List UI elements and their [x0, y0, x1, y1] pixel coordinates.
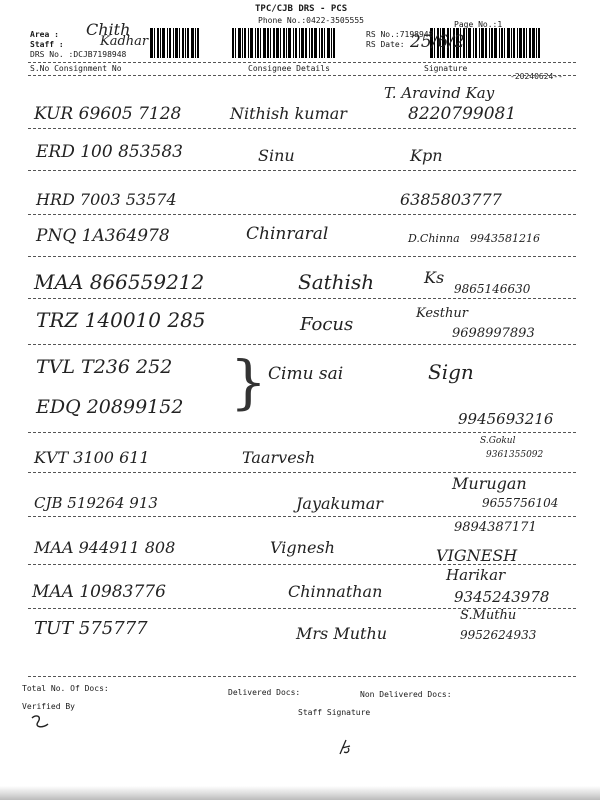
recipient-signature: Murugan [452, 474, 527, 493]
area-label: Area : [30, 30, 59, 39]
staff-label: Staff : [30, 40, 64, 49]
recipient-signature: T. Aravind Kay [384, 84, 495, 102]
consignee-name: Chinnathan [288, 582, 383, 601]
row-divider [28, 564, 576, 565]
date-code: -20240624-- [510, 72, 563, 81]
recipient-signature: S.Muthu [460, 608, 517, 623]
column-signature: Signature [424, 64, 468, 73]
consignment-number: HRD 7003 53574 [36, 190, 177, 209]
barcode-left [150, 28, 210, 58]
consignment-number: MAA 10983776 [32, 582, 166, 602]
consignee-name: Vignesh [270, 538, 335, 557]
area-handwritten: Chith [86, 20, 131, 39]
row-divider [28, 214, 576, 215]
consignee-name: Focus [300, 314, 354, 335]
row-divider [28, 344, 576, 345]
consignee-name: Chinraral [246, 224, 329, 244]
rs-number: RS No.:7198948 [366, 30, 434, 39]
header-divider-bottom [28, 75, 576, 76]
consignment-number: EDQ 20899152 [36, 396, 184, 418]
consignment-number: MAA 944911 808 [34, 538, 176, 557]
row-divider [28, 432, 576, 433]
consignment-number: TUT 575777 [34, 618, 148, 639]
phone-number: Phone No.:0422-3505555 [258, 16, 364, 25]
consignee-name: Mrs Muthu [296, 624, 388, 643]
consignee-name: Jayakumar [296, 494, 383, 513]
row-divider [28, 516, 576, 517]
consignment-number: CJB 519264 913 [34, 494, 158, 512]
recipient-phone: 9655756104 [482, 496, 559, 510]
recipient-phone: 9952624933 [460, 628, 537, 642]
drs-number: DRS No. :DCJB7198948 [30, 50, 127, 59]
staff-handwritten: Kadhar [100, 34, 149, 49]
consignee-name: Nithish kumar [230, 104, 347, 123]
recipient-phone: 9943581216 [470, 232, 540, 245]
recipient-signature: Kesthur [416, 306, 468, 321]
rs-date-label: RS Date: [366, 40, 405, 49]
staff-mark [334, 736, 356, 758]
non-delivered-docs-label: Non Delivered Docs: [360, 690, 452, 699]
verified-by-label: Verified By [22, 702, 75, 711]
consignment-number: KUR 69605 7128 [34, 104, 182, 124]
recipient-signature: Sign [428, 360, 474, 384]
consignment-number: KVT 3100 611 [34, 448, 150, 467]
document-title: TPC/CJB DRS - PCS [255, 4, 348, 14]
column-sno-consignment: S.No Consignment No [30, 64, 122, 73]
recipient-phone: 9865146630 [454, 282, 531, 296]
page-number: Page No.:1 [454, 20, 503, 29]
row-divider [28, 128, 576, 129]
header-divider-top [28, 62, 576, 63]
verifier-mark [28, 712, 52, 732]
consignment-number: ERD 100 853583 [36, 142, 183, 162]
row-divider [28, 298, 576, 299]
recipient-phone: 6385803777 [400, 190, 502, 209]
recipient-signature: Kpn [410, 146, 443, 165]
total-docs-label: Total No. Of Docs: [22, 684, 109, 693]
row-divider [28, 256, 576, 257]
footer-divider [28, 676, 576, 677]
recipient-phone: 9361355092 [486, 450, 544, 460]
recipient-phone: 9698997893 [452, 326, 535, 341]
consignment-number: TVL T236 252 [36, 356, 173, 378]
delivered-docs-label: Delivered Docs: [228, 688, 301, 697]
recipient-signature: S.Gokul [480, 436, 516, 446]
row-divider [28, 170, 576, 171]
recipient-phone: 8220799081 [408, 104, 517, 124]
column-consignee-details: Consignee Details [248, 64, 330, 73]
consignee-name: Taarvesh [242, 448, 316, 467]
rs-date-handwritten: 25/6/2 [410, 32, 465, 52]
recipient-signature: Harikar [446, 566, 506, 584]
consignment-number: TRZ 140010 285 [36, 308, 206, 332]
recipient-signature: D.Chinna [408, 232, 460, 245]
recipient-signature: Ks [424, 268, 445, 287]
recipient-phone: 9345243978 [454, 588, 550, 606]
scan-edge-shadow [0, 786, 600, 800]
row-divider [28, 472, 576, 473]
consignment-number: PNQ 1A364978 [36, 226, 170, 246]
staff-signature-label: Staff Signature [298, 708, 371, 717]
consignee-name: Cimu sai [268, 364, 344, 384]
recipient-signature: VIGNESH [436, 546, 518, 565]
barcode-main [232, 28, 362, 58]
consignment-number: MAA 866559212 [34, 270, 205, 294]
recipient-phone: 9945693216 [458, 410, 554, 428]
bracket-mark: } [230, 348, 267, 416]
recipient-phone: 9894387171 [454, 520, 537, 535]
consignee-name: Sathish [298, 270, 375, 294]
consignee-name: Sinu [258, 146, 295, 165]
